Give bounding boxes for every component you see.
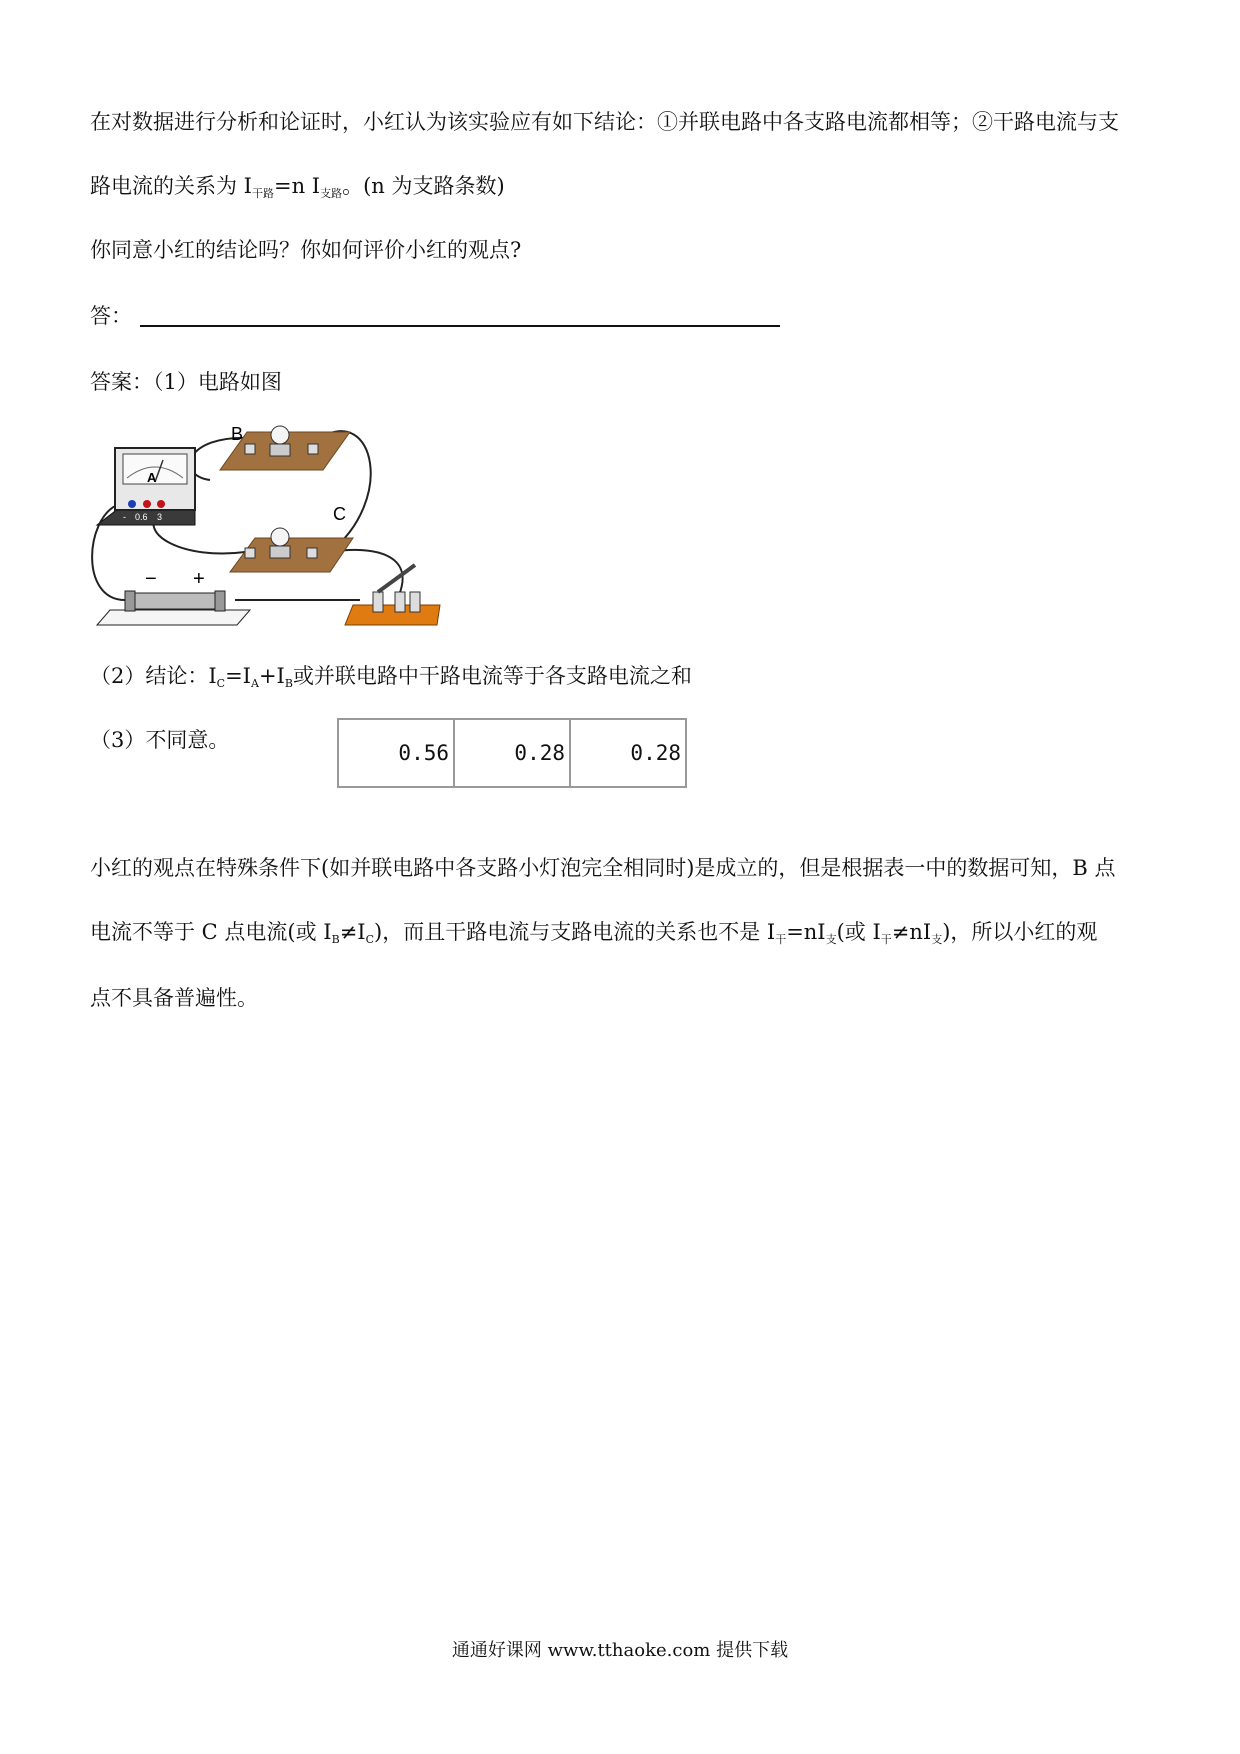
result-table bbox=[337, 718, 687, 788]
question-line-1: 在对数据进行分析和论证时，小红认为该实验应有如下结论：①并联电路中各支路电流都相等；②干路电流与支 bbox=[90, 110, 1119, 134]
battery-plus-label: + bbox=[193, 568, 205, 590]
terminal-minus-label: - bbox=[123, 512, 126, 522]
text-segment: =nI bbox=[786, 920, 826, 944]
text-segment: +I bbox=[258, 664, 285, 688]
subscript: A bbox=[250, 677, 259, 690]
subscript: 支 bbox=[931, 933, 943, 946]
text-segment: 路电流的关系为 I bbox=[90, 174, 252, 198]
answer-part-2 bbox=[90, 662, 692, 698]
text-segment: (或 I bbox=[836, 920, 881, 944]
terminal-3-label: 3 bbox=[157, 512, 163, 522]
page-footer: 通通好课网 www.tthaoke.com 提供下载 bbox=[451, 1640, 789, 1661]
text-segment: ≠nI bbox=[891, 920, 932, 944]
battery-icon bbox=[97, 591, 250, 625]
explanation-line-3: 点不具备普遍性。 bbox=[90, 986, 258, 1010]
subscript: 支 bbox=[825, 933, 837, 946]
answer-blank-line bbox=[90, 302, 780, 330]
terminal-06-label: 0.6 bbox=[135, 512, 148, 522]
explanation-line-2 bbox=[90, 918, 1097, 954]
subscript: 支路 bbox=[320, 187, 343, 200]
switch-icon bbox=[345, 565, 440, 625]
text-segment: )，所以小红的观 bbox=[942, 920, 1098, 944]
text-segment: （2）结论：I bbox=[90, 664, 217, 688]
table-cell: 0.56 bbox=[338, 719, 454, 787]
subscript: B bbox=[284, 677, 293, 690]
answer-part-3: （3）不同意。 bbox=[90, 728, 230, 752]
text-segment: =I bbox=[225, 664, 251, 688]
table-cell: 0.28 bbox=[570, 719, 686, 787]
meter-letter: A bbox=[147, 470, 157, 485]
text-segment: )，而且干路电流与支路电流的关系也不是 I bbox=[374, 920, 776, 944]
text-segment: 或并联电路中干路电流等于各支路电流之和 bbox=[292, 664, 692, 688]
text-segment: 。(n 为支路条数) bbox=[342, 174, 505, 198]
text-segment: 电流不等于 C 点电流(或 I bbox=[90, 920, 332, 944]
question-line-2 bbox=[90, 172, 505, 208]
subscript: 干路 bbox=[251, 187, 274, 200]
answer-label: 答： bbox=[90, 304, 132, 328]
text-segment: =n I bbox=[273, 174, 321, 198]
subscript: C bbox=[216, 677, 226, 690]
subscript: 干 bbox=[880, 933, 892, 946]
table-row bbox=[338, 719, 686, 787]
table-cell: 0.28 bbox=[454, 719, 570, 787]
bulb-c-board bbox=[230, 528, 353, 572]
circuit-diagram bbox=[85, 420, 465, 635]
label-b: B bbox=[231, 424, 244, 444]
subscript: B bbox=[331, 933, 340, 946]
subscript: 干 bbox=[775, 933, 787, 946]
answer-blank bbox=[140, 303, 780, 327]
answer-heading: 答案：（1）电路如图 bbox=[90, 370, 282, 394]
question-line-3: 你同意小红的结论吗？你如何评价小红的观点? bbox=[90, 238, 522, 262]
label-c: C bbox=[333, 504, 346, 524]
subscript: C bbox=[365, 933, 375, 946]
text-segment: ≠I bbox=[339, 920, 366, 944]
explanation-line-1: 小红的观点在特殊条件下(如并联电路中各支路小灯泡完全相同时)是成立的，但是根据表一中的数据可知，B 点 bbox=[90, 856, 1116, 880]
battery-minus-label: − bbox=[145, 568, 157, 590]
